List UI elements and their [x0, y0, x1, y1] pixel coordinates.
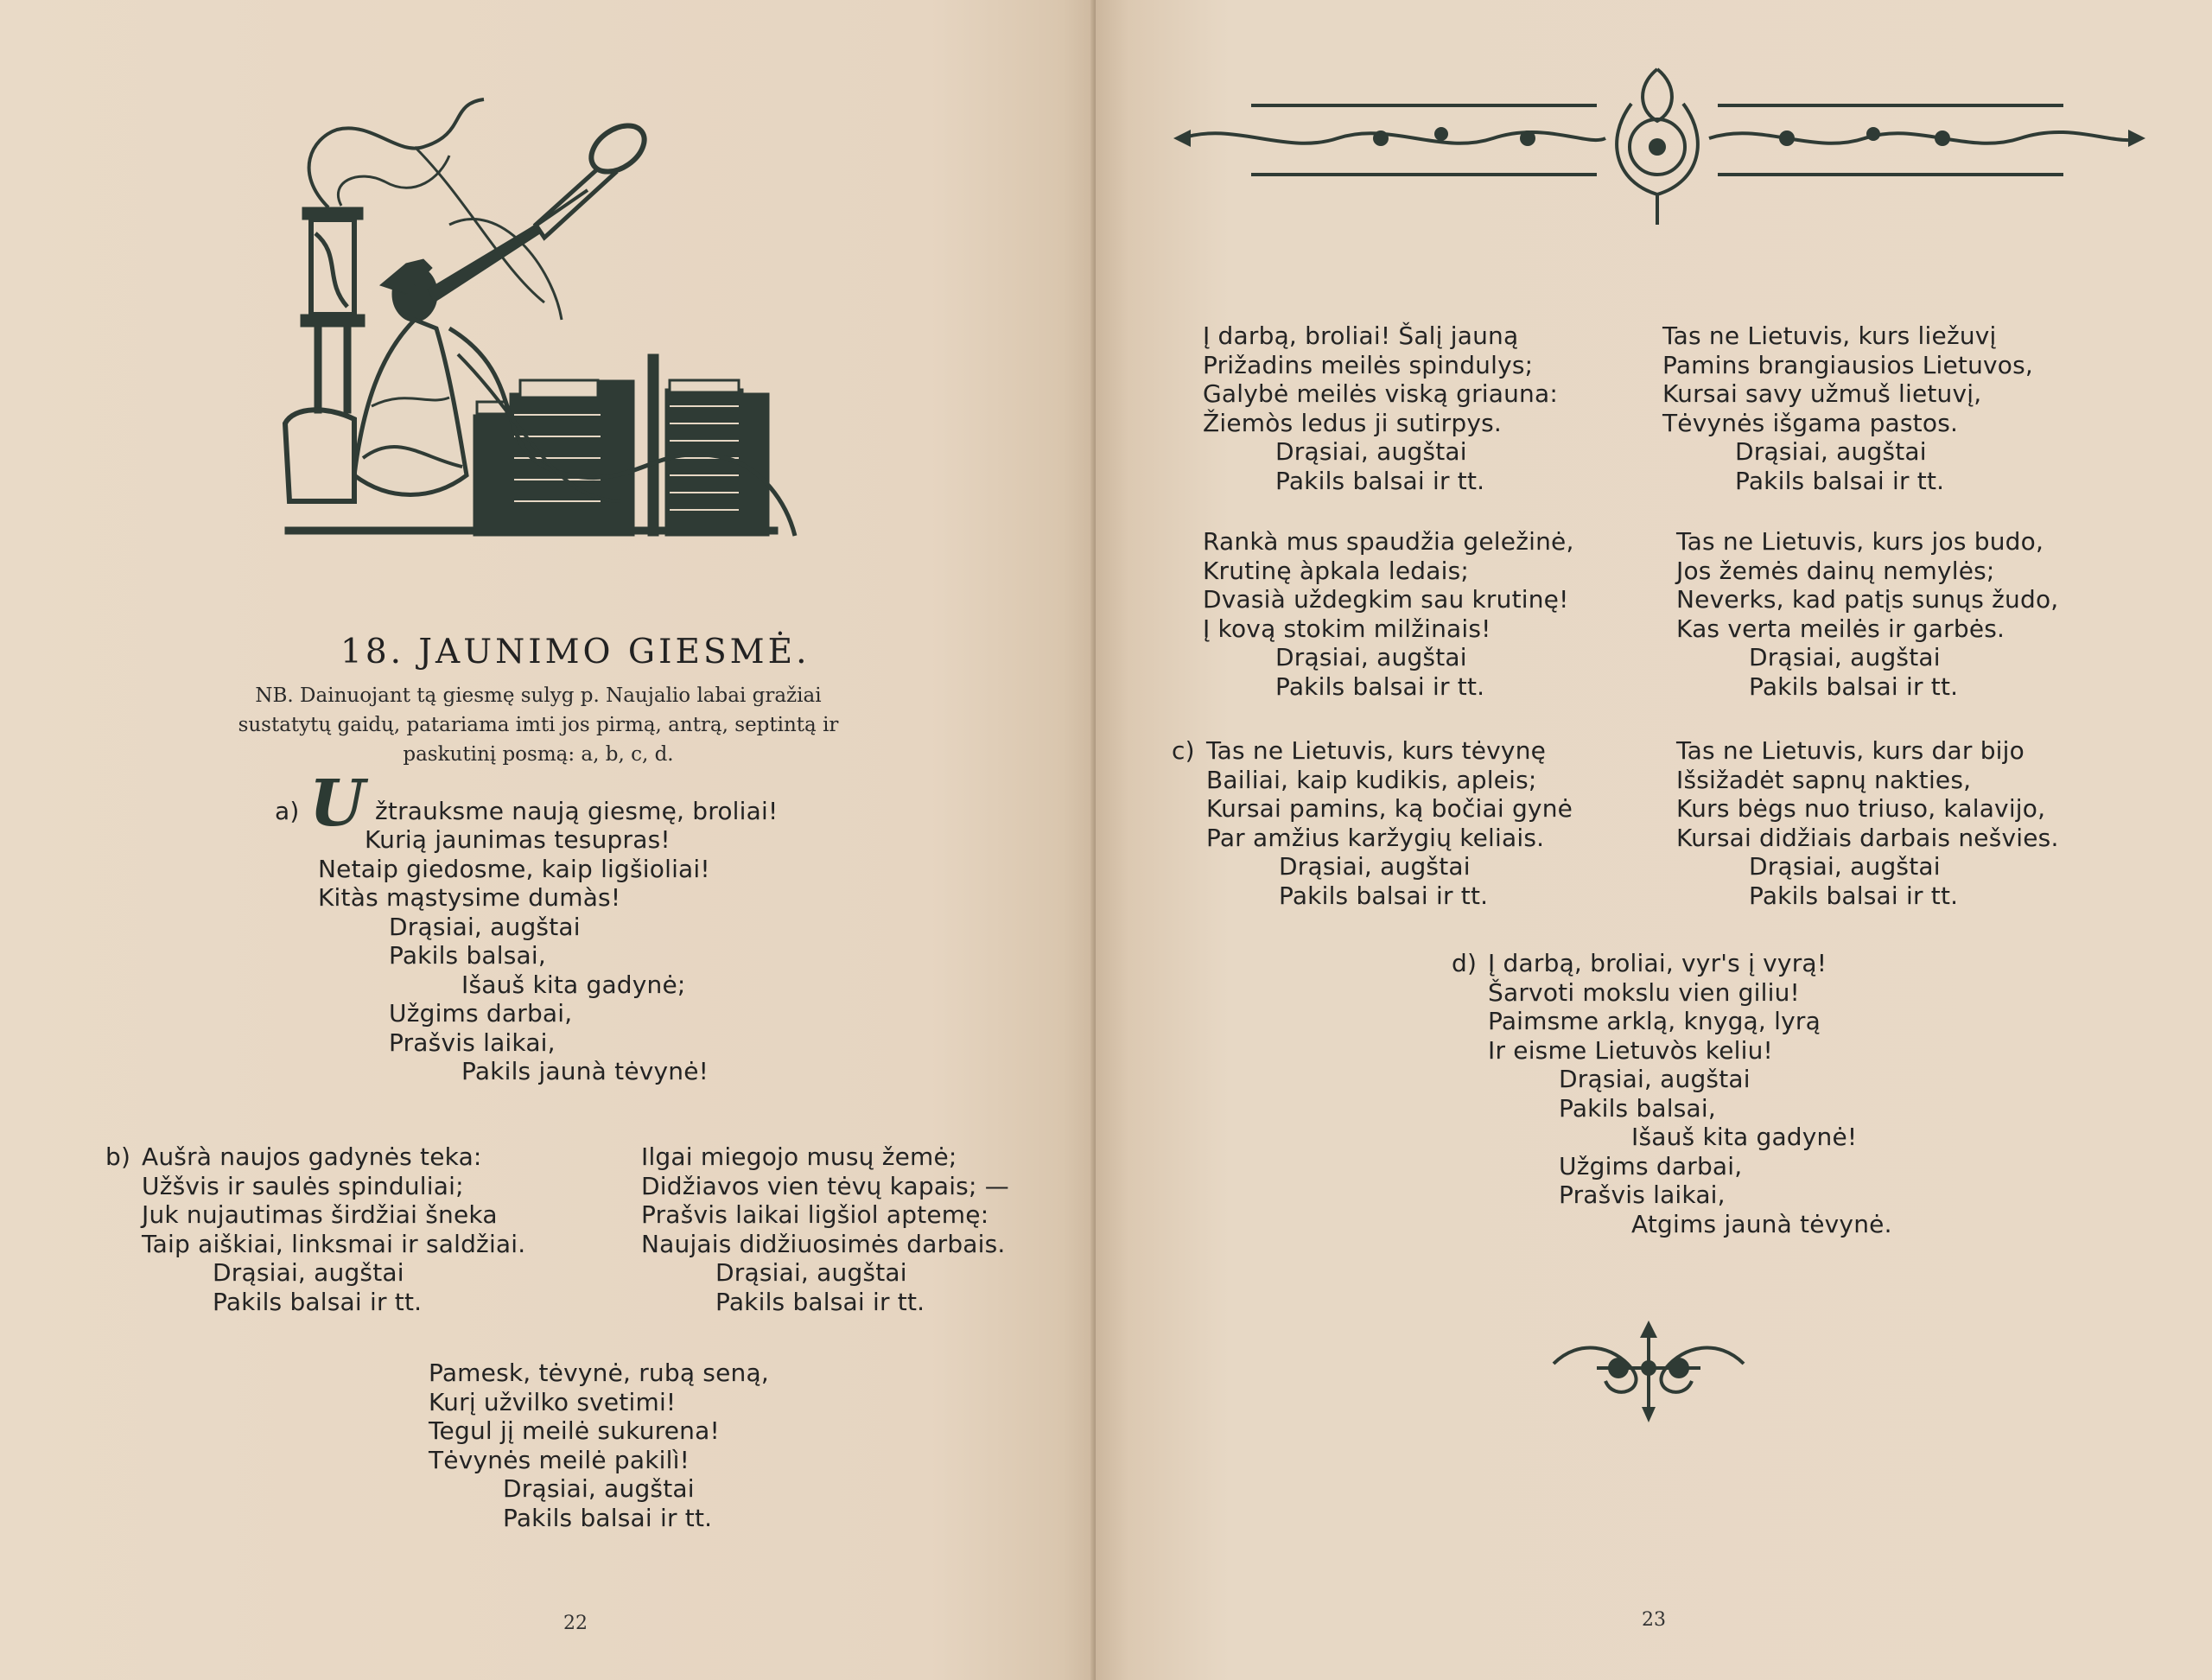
verse-line: Drąsiai, augštai [715, 1258, 907, 1287]
verse-line: Pakils jaunà tėvynė! [461, 1057, 709, 1085]
verse-label-a: a) [275, 797, 300, 825]
verse-line: Pakils balsai ir tt. [715, 1287, 925, 1316]
verse-b3 [429, 1359, 769, 1532]
verse-line: Naujais didžiuosimės darbais. [641, 1229, 1006, 1258]
verse-line: Rankà mus spaudžia geležinė, [1203, 527, 1574, 556]
verse-line: Kursai savy užmuš lietuvį, [1662, 379, 1982, 408]
verse-line: Tas ne Lietuvis, kurs tėvynę [1206, 736, 1547, 765]
verse-line: Pamesk, tėvynė, rubą seną, [429, 1359, 769, 1387]
verse-label-c: c) [1172, 736, 1195, 765]
nb-line: paskutinį posmą: a, b, c, d. [403, 743, 674, 766]
verse-line: Tas ne Lietuvis, kurs dar bijo [1676, 736, 2024, 765]
verse-line: Jos žemės dainų nemylės; [1676, 556, 1995, 585]
verse-line: Drąsiai, augštai [213, 1258, 404, 1287]
verse-label-b: b) [105, 1142, 131, 1171]
verse-line: Pakils balsai, [389, 941, 546, 970]
left-page [0, 0, 1096, 1680]
floral-tailpiece-ornament [1545, 1320, 1752, 1424]
floral-header-ornament [1165, 52, 2150, 233]
col2-verse3 [1676, 736, 2059, 910]
verse-line: Pakils balsai ir tt. [503, 1503, 713, 1532]
verse-line: Juk nujautimas širdžiai šneka [142, 1200, 498, 1229]
verse-line: Tas ne Lietuvis, kurs liežuvį [1662, 321, 1997, 350]
verse-line: Žiemòs ledus ji sutirpys. [1203, 408, 1502, 437]
verse-line: Pakils balsai ir tt. [1735, 466, 1945, 495]
verse-line: Taip aiškiai, linksmai ir saldžiai. [142, 1229, 526, 1258]
verse-line: Dvasià uždegkim sau krutinę! [1203, 585, 1569, 614]
verse-line: Netaip giedosme, kaip ligšioliai! [318, 854, 710, 883]
verse-line: Kurs bėgs nuo triuso, kalavijo, [1676, 794, 2046, 823]
verse-line: Drąsiai, augštai [503, 1474, 695, 1503]
verse-line: Prašvis laikai, [1559, 1180, 1726, 1209]
verse-a-first-line: žtrauksme naują giesmę, broliai! [375, 797, 779, 825]
verse-line: Drąsiai, augštai [1275, 643, 1467, 671]
verse-line: Ir eisme Lietuvòs keliu! [1488, 1035, 1773, 1065]
verse-line: Pakils balsai ir tt. [1749, 881, 1959, 910]
verse-a [318, 825, 710, 1086]
verse-line: Užšvis ir saulės spinduliai; [142, 1171, 464, 1200]
verse-line: Didžiavos vien tėvų kapais; — [641, 1171, 1009, 1200]
verse-line: Kursai pamins, ką bočiai gynė [1206, 794, 1573, 823]
page-number: 23 [1642, 1609, 1666, 1631]
verse-line: Šarvoti mokslu vien giliu! [1488, 977, 1800, 1007]
verse-line: Į kovą stokim milžinais! [1203, 614, 1491, 643]
col2-verse2 [1676, 527, 2058, 701]
nb-note [201, 681, 875, 769]
verse-line: Ilgai miegojo musų žemė; [641, 1142, 957, 1171]
verse-line: Prašvis laikai, [389, 1028, 556, 1057]
verse-label-d: d) [1452, 949, 1478, 977]
verse-line: Paimsme arklą, knygą, lyrą [1488, 1007, 1821, 1035]
verse-line: Pakils balsai ir tt. [213, 1287, 423, 1316]
col1-verse1 [1203, 321, 1558, 495]
verse-line: Drąsiai, augštai [1735, 437, 1927, 466]
verse-line: Drąsiai, augštai [1749, 643, 1941, 671]
right-page [1096, 0, 2212, 1680]
verse-d [1488, 949, 1892, 1238]
verse-line: Drąsiai, augštai [1279, 852, 1471, 881]
herald-trumpet-illustration [276, 95, 812, 544]
drop-cap: U [309, 767, 365, 841]
song-title: 18. JAUNIMO GIESMĖ. [340, 633, 810, 671]
verse-line: Atgims jaunà tėvynė. [1631, 1209, 1892, 1238]
verse-line: Tėvynės išgama pastos. [1662, 408, 1959, 437]
verse-line: Išauš kita gadynė! [1631, 1123, 1858, 1151]
verse-line: Tėvynės meilė pakilì! [429, 1445, 690, 1474]
verse-line: Pakils balsai, [1559, 1093, 1716, 1123]
verse-line: Krutinę àpkala ledais; [1203, 556, 1470, 585]
nb-line: sustatytų gaidų, patariama imti jos pirmą, antrą, septintą ir [238, 714, 839, 736]
col1-verse3 [1206, 736, 1573, 910]
verse-line: Kursai didžiais darbais nešvies. [1676, 823, 2059, 852]
verse-line: Pakils balsai ir tt. [1749, 671, 1959, 701]
verse-line: Užgims darbai, [1559, 1151, 1743, 1180]
verse-line: Prašvis laikai ligšiol aptemę: [641, 1200, 989, 1229]
verse-line: Neverks, kad patįs sunųs žudo, [1676, 585, 2059, 614]
verse-line: Tas ne Lietuvis, kurs jos budo, [1676, 527, 2044, 556]
verse-line: Pakils balsai ir tt. [1279, 881, 1489, 910]
verse-line: Pakils balsai ir tt. [1275, 671, 1485, 701]
verse-b2 [641, 1142, 1009, 1316]
verse-line: Aušrà naujos gadynės teka: [142, 1142, 482, 1171]
verse-line: Drąsiai, augštai [1559, 1065, 1751, 1093]
verse-line: Išsižadėt sapnų nakties, [1676, 765, 1972, 794]
nb-line: NB. Dainuojant tą giesmę sulyg p. Naujalio labai gražiai [255, 684, 822, 707]
verse-line: Pamins brangiausios Lietuvos, [1662, 350, 2034, 379]
verse-line: Drąsiai, augštai [1749, 852, 1941, 881]
verse-line: Prižadins meilės spindulys; [1203, 350, 1534, 379]
verse-line: Kurį užvilko svetimi! [429, 1387, 677, 1416]
verse-line: Kitàs mąstysime dumàs! [318, 883, 621, 912]
verse-line: Išauš kita gadynė; [461, 970, 686, 999]
verse-line: Drąsiai, augštai [1275, 437, 1467, 466]
verse-line: Į darbą, broliai, vyr's į vyrą! [1488, 949, 1827, 977]
verse-line: Pakils balsai ir tt. [1275, 466, 1485, 495]
verse-line: Kas verta meilės ir garbės. [1676, 614, 2005, 643]
page-number: 22 [563, 1613, 588, 1634]
col1-verse2 [1203, 527, 1574, 701]
verse-line: Užgims darbai, [389, 999, 573, 1028]
verse-line: Į darbą, broliai! Šalį jauną [1203, 321, 1519, 350]
verse-line: Par amžius karžygių keliais. [1206, 823, 1545, 852]
verse-line: Drąsiai, augštai [389, 912, 581, 941]
verse-line: Galybė meilės viską griauna: [1203, 379, 1558, 408]
col2-verse1 [1662, 321, 2033, 495]
verse-line: Kurią jaunimas tesupras! [365, 825, 671, 854]
verse-b [142, 1142, 525, 1316]
verse-line: Bailiai, kaip kudikis, apleis; [1206, 765, 1537, 794]
verse-line: Tegul jį meilė sukurena! [429, 1416, 720, 1445]
